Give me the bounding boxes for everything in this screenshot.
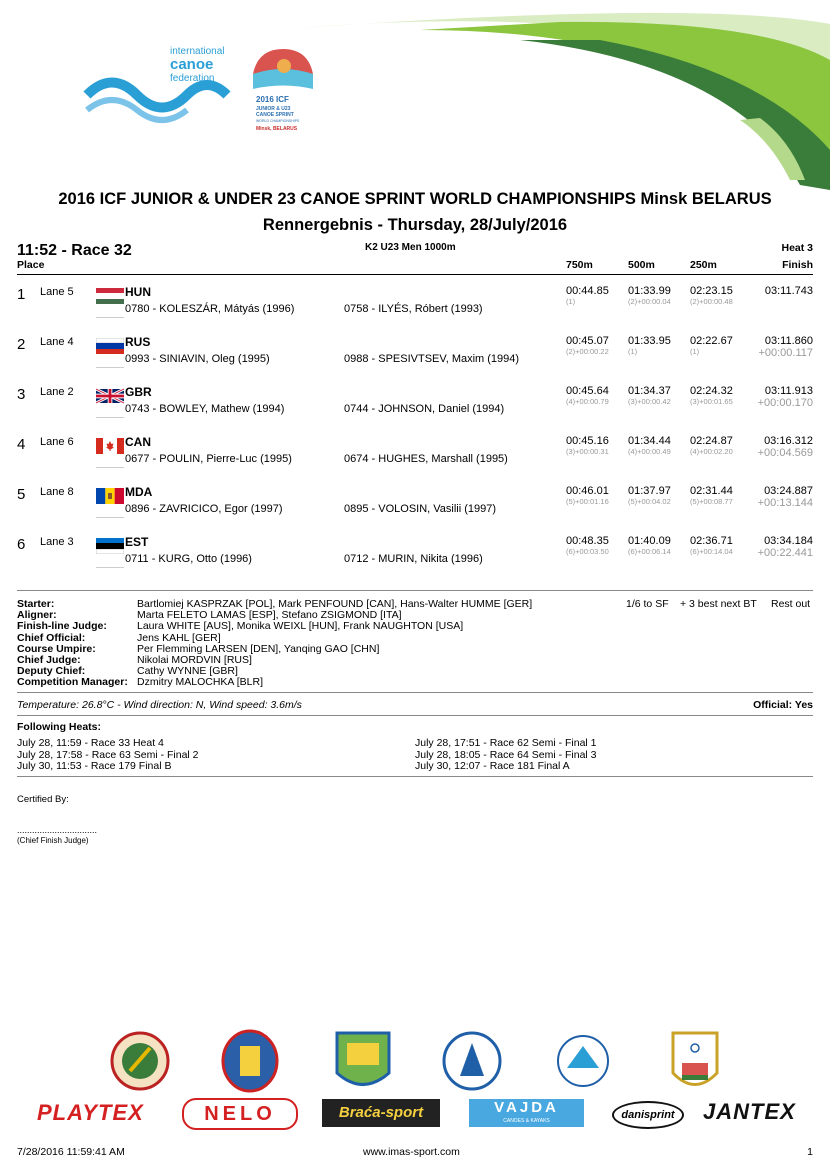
print-timestamp: 7/28/2016 11:59:41 AM (17, 1146, 125, 1158)
flag-underline (96, 367, 124, 368)
split-250m-rank: (3)+00:01.65 (690, 397, 733, 406)
split-500m: 01:40.09 (628, 535, 671, 547)
split-500m-rank: (3)+00:00.42 (628, 397, 671, 406)
icf-logo (82, 40, 232, 132)
split-250m: 02:36.71 (690, 535, 733, 547)
result-country: EST (125, 535, 149, 549)
icf-logo-word-3: federation (170, 73, 215, 84)
finish-gap: +00:22.441 (757, 547, 813, 559)
flag-underline (96, 317, 124, 318)
official-names: Dzmitry MALOCHKA [BLR] (137, 676, 264, 689)
split-500m-rank: (4)+00:00.49 (628, 447, 671, 456)
split-250m-rank: (2)+00:00.48 (690, 297, 733, 306)
weather-conditions: Temperature: 26.8°C - Wind direction: N, Wind speed: 3.6m/s (17, 699, 302, 711)
split-250m: 02:24.32 (690, 385, 733, 397)
col-header-750m: 750m (566, 259, 593, 271)
official-role: Deputy Chief: (17, 665, 86, 678)
flag-mda-icon (96, 488, 124, 504)
event-logo (248, 44, 318, 136)
finish-time: 03:16.312 (764, 435, 813, 447)
split-500m-rank: (6)+00:06.14 (628, 547, 671, 556)
split-750m: 00:45.07 (566, 335, 609, 347)
result-place: 2 (17, 336, 26, 353)
following-heat: July 28, 17:58 - Race 63 Semi - Final 2 (17, 748, 199, 761)
result-lane: Lane 4 (40, 336, 74, 348)
official-names: Jens KAHL [GER] (137, 631, 221, 644)
split-750m: 00:45.16 (566, 435, 609, 447)
official-names: Per Flemming LARSEN [DEN], Yanqing GAO [CHN] (137, 642, 380, 655)
official-status: Official: Yes (753, 699, 813, 711)
result-country: HUN (125, 285, 151, 299)
race-time-number: 11:52 - Race 32 (17, 242, 132, 259)
result-athlete-2: 0674 - HUGHES, Marshall (1995) (344, 453, 508, 465)
following-heats-right (415, 738, 597, 773)
sponsor-danisprint: danisprint (612, 1101, 684, 1129)
result-place: 6 (17, 536, 26, 553)
finish-time: 03:11.860 (764, 335, 813, 347)
sponsor-vajda-sub: CANOES & KAYAKS (503, 1118, 550, 1124)
official-role: Aligner: (17, 609, 57, 622)
following-heat: July 28, 18:05 - Race 64 Semi - Final 3 (415, 748, 597, 761)
result-athlete-2: 0895 - VOLOSIN, Vasilii (1997) (344, 503, 497, 515)
emblem-6 (673, 1033, 717, 1085)
result-place: 5 (17, 486, 26, 503)
official-role: Finish-line Judge: (17, 620, 107, 633)
result-country: MDA (125, 485, 153, 499)
split-250m: 02:23.15 (690, 285, 733, 297)
emblem-5 (558, 1036, 608, 1086)
event-logo-line-3: CANOE SPRINT (256, 112, 294, 118)
sponsor-nelo: NELO (182, 1098, 298, 1130)
split-750m-rank: (5)+00:01.16 (566, 497, 609, 506)
split-750m: 00:45.64 (566, 385, 609, 397)
emblem-2 (223, 1031, 277, 1091)
event-logo-line-4: WORLD CHAMPIONSHIPS (256, 119, 300, 123)
result-lane: Lane 5 (40, 286, 74, 298)
following-heats-title: Following Heats: (17, 721, 101, 733)
result-lane: Lane 6 (40, 436, 74, 448)
event-logo-line-5: Minsk, BELARUS (256, 126, 298, 132)
split-250m: 02:22.67 (690, 335, 733, 347)
header-rule (17, 274, 813, 275)
following-heat: July 30, 11:53 - Race 179 Final B (17, 760, 172, 772)
col-header-250m: 250m (690, 259, 717, 271)
finish-gap: +00:00.117 (758, 347, 813, 359)
split-750m-rank: (2)+00:00.22 (566, 347, 609, 356)
result-athlete-1: 0780 - KOLESZÁR, Mátyás (1996) (125, 303, 295, 315)
split-750m-rank: (4)+00:00.79 (566, 397, 609, 406)
progression-bt: + 3 best next BT (680, 598, 757, 610)
result-athlete-2: 0712 - MURIN, Nikita (1996) (344, 553, 483, 565)
split-250m: 02:31.44 (690, 485, 733, 497)
result-athlete-2: 0758 - ILYÉS, Róbert (1993) (344, 303, 483, 315)
result-country: CAN (125, 435, 151, 449)
col-header-finish: Finish (782, 259, 813, 271)
event-logo-line-1: 2016 ICF (256, 95, 289, 104)
flag-can-icon (96, 438, 124, 454)
split-750m-rank: (6)+00:03.50 (566, 547, 609, 556)
weather-rule (17, 715, 813, 716)
result-athlete-1: 0711 - KURG, Otto (1996) (125, 553, 252, 565)
footer-url[interactable]: www.imas-sport.com (363, 1146, 460, 1158)
finish-gap: +00:04.569 (757, 447, 813, 459)
race-heat: Heat 3 (781, 242, 813, 254)
emblem-1 (112, 1033, 168, 1089)
following-heat: July 28, 17:51 - Race 62 Semi - Final 1 (415, 737, 597, 749)
split-250m-rank: (4)+00:02.20 (690, 447, 733, 456)
results-rule (17, 590, 813, 591)
following-heat: July 30, 12:07 - Race 181 Final A (415, 760, 570, 772)
split-750m-rank: (3)+00:00.31 (566, 447, 609, 456)
result-country: GBR (125, 385, 152, 399)
split-500m: 01:33.99 (628, 285, 671, 297)
sponsor-vajda-name: VAJDA (494, 1099, 559, 1116)
result-athlete-1: 0677 - POULIN, Pierre-Luc (1995) (125, 453, 292, 465)
icf-logo-word-2: canoe (170, 56, 214, 73)
col-header-place: Place (17, 259, 45, 271)
page-subtitle: Rennergebnis - Thursday, 28/July/2016 (262, 216, 568, 234)
following-heat: July 28, 11:59 - Race 33 Heat 4 (17, 737, 164, 749)
emblem-3 (337, 1033, 389, 1085)
split-750m: 00:44.85 (566, 285, 609, 297)
following-rule (17, 776, 813, 777)
split-500m: 01:33.95 (628, 335, 671, 347)
official-names: Cathy WYNNE [GBR] (137, 665, 238, 678)
split-250m: 02:24.87 (690, 435, 733, 447)
page-title: 2016 ICF JUNIOR & UNDER 23 CANOE SPRINT WORLD CHAMPIONSHIPS Minsk BELARUS (58, 190, 772, 208)
flag-hun-icon (96, 288, 124, 304)
split-750m: 00:48.35 (566, 535, 609, 547)
flag-underline (96, 467, 124, 468)
result-country: RUS (125, 335, 151, 349)
col-header-500m: 500m (628, 259, 655, 271)
following-heats-left (17, 738, 199, 773)
page-number: 1 (807, 1146, 813, 1158)
result-place: 4 (17, 436, 26, 453)
flag-underline (96, 517, 124, 518)
result-lane: Lane 3 (40, 536, 74, 548)
finish-gap: +00:13.144 (757, 497, 813, 509)
officials-rule (17, 692, 813, 693)
icf-logo-word-1: international (170, 46, 225, 57)
result-athlete-1: 0993 - SINIAVIN, Oleg (1995) (125, 353, 270, 365)
split-750m: 00:46.01 (566, 485, 609, 497)
sponsor-braca: Braća-sport (322, 1099, 440, 1127)
sponsor-emblems (105, 1028, 805, 1098)
official-names: Laura WHITE [AUS], Monika WEIXL [HUN], Frank NAUGHTON [USA] (137, 620, 464, 633)
split-500m: 01:34.44 (628, 435, 671, 447)
split-500m: 01:37.97 (628, 485, 671, 497)
result-athlete-1: 0896 - ZAVRICICO, Egor (1997) (125, 503, 283, 515)
split-500m-rank: (2)+00:00.04 (628, 297, 671, 306)
official-role: Chief Official: (17, 631, 86, 644)
split-250m-rank: (1) (690, 347, 700, 356)
signature-line: ................................ (17, 825, 98, 835)
official-role: Chief Judge: (17, 654, 81, 666)
finish-time: 03:34.184 (764, 535, 813, 547)
result-athlete-1: 0743 - BOWLEY, Mathew (1994) (125, 403, 285, 415)
progression-sf: 1/6 to SF (626, 598, 669, 610)
flag-underline (96, 417, 124, 418)
split-750m-rank: (1) (566, 297, 576, 306)
result-place: 1 (17, 286, 26, 303)
finish-time: 03:24.887 (764, 485, 813, 497)
event-logo-line-2: JUNIOR & U23 (256, 106, 291, 112)
result-lane: Lane 8 (40, 486, 74, 498)
result-athlete-2: 0988 - SPESIVTSEV, Maxim (1994) (344, 353, 520, 365)
flag-est-icon (96, 538, 124, 554)
finish-gap: +00:00.170 (757, 397, 813, 409)
official-role: Competition Manager: (17, 676, 128, 689)
split-500m: 01:34.37 (628, 385, 671, 397)
sponsor-jantex: JANTEX (703, 1099, 796, 1124)
official-names: Nikolai MORDVIN [RUS] (137, 654, 252, 666)
sponsor-vajda (469, 1099, 584, 1127)
split-250m-rank: (6)+00:14.04 (690, 547, 733, 556)
split-500m-rank: (5)+00:04.02 (628, 497, 671, 506)
official-role: Starter: (17, 598, 55, 610)
emblem-4 (444, 1033, 500, 1089)
progression-rest: Rest out (771, 598, 811, 610)
result-place: 3 (17, 386, 26, 403)
finish-time: 03:11.743 (764, 285, 813, 297)
official-names: Marta FELETO LAMAS [ESP], Stefano ZSIGMOND [ITA] (137, 609, 402, 622)
sponsor-playtex: PLAYTEX (37, 1100, 144, 1125)
split-500m-rank: (1) (628, 347, 638, 356)
finish-time: 03:11.913 (764, 385, 813, 397)
certified-by: Certified By: (17, 794, 69, 805)
official-names: Bartlomiej KASPRZAK [POL], Mark PENFOUND [CAN], Hans-Walter HUMME [GER] (137, 598, 533, 610)
flag-gbr-icon (96, 388, 124, 404)
official-role: Course Umpire: (17, 642, 96, 655)
result-athlete-2: 0744 - JOHNSON, Daniel (1994) (344, 403, 505, 415)
flag-underline (96, 567, 124, 568)
flag-rus-icon (96, 338, 124, 354)
result-lane: Lane 2 (40, 386, 74, 398)
split-250m-rank: (5)+00:08.77 (690, 497, 733, 506)
race-event: K2 U23 Men 1000m (365, 242, 456, 253)
signature-role: (Chief Finish Judge) (17, 836, 89, 845)
